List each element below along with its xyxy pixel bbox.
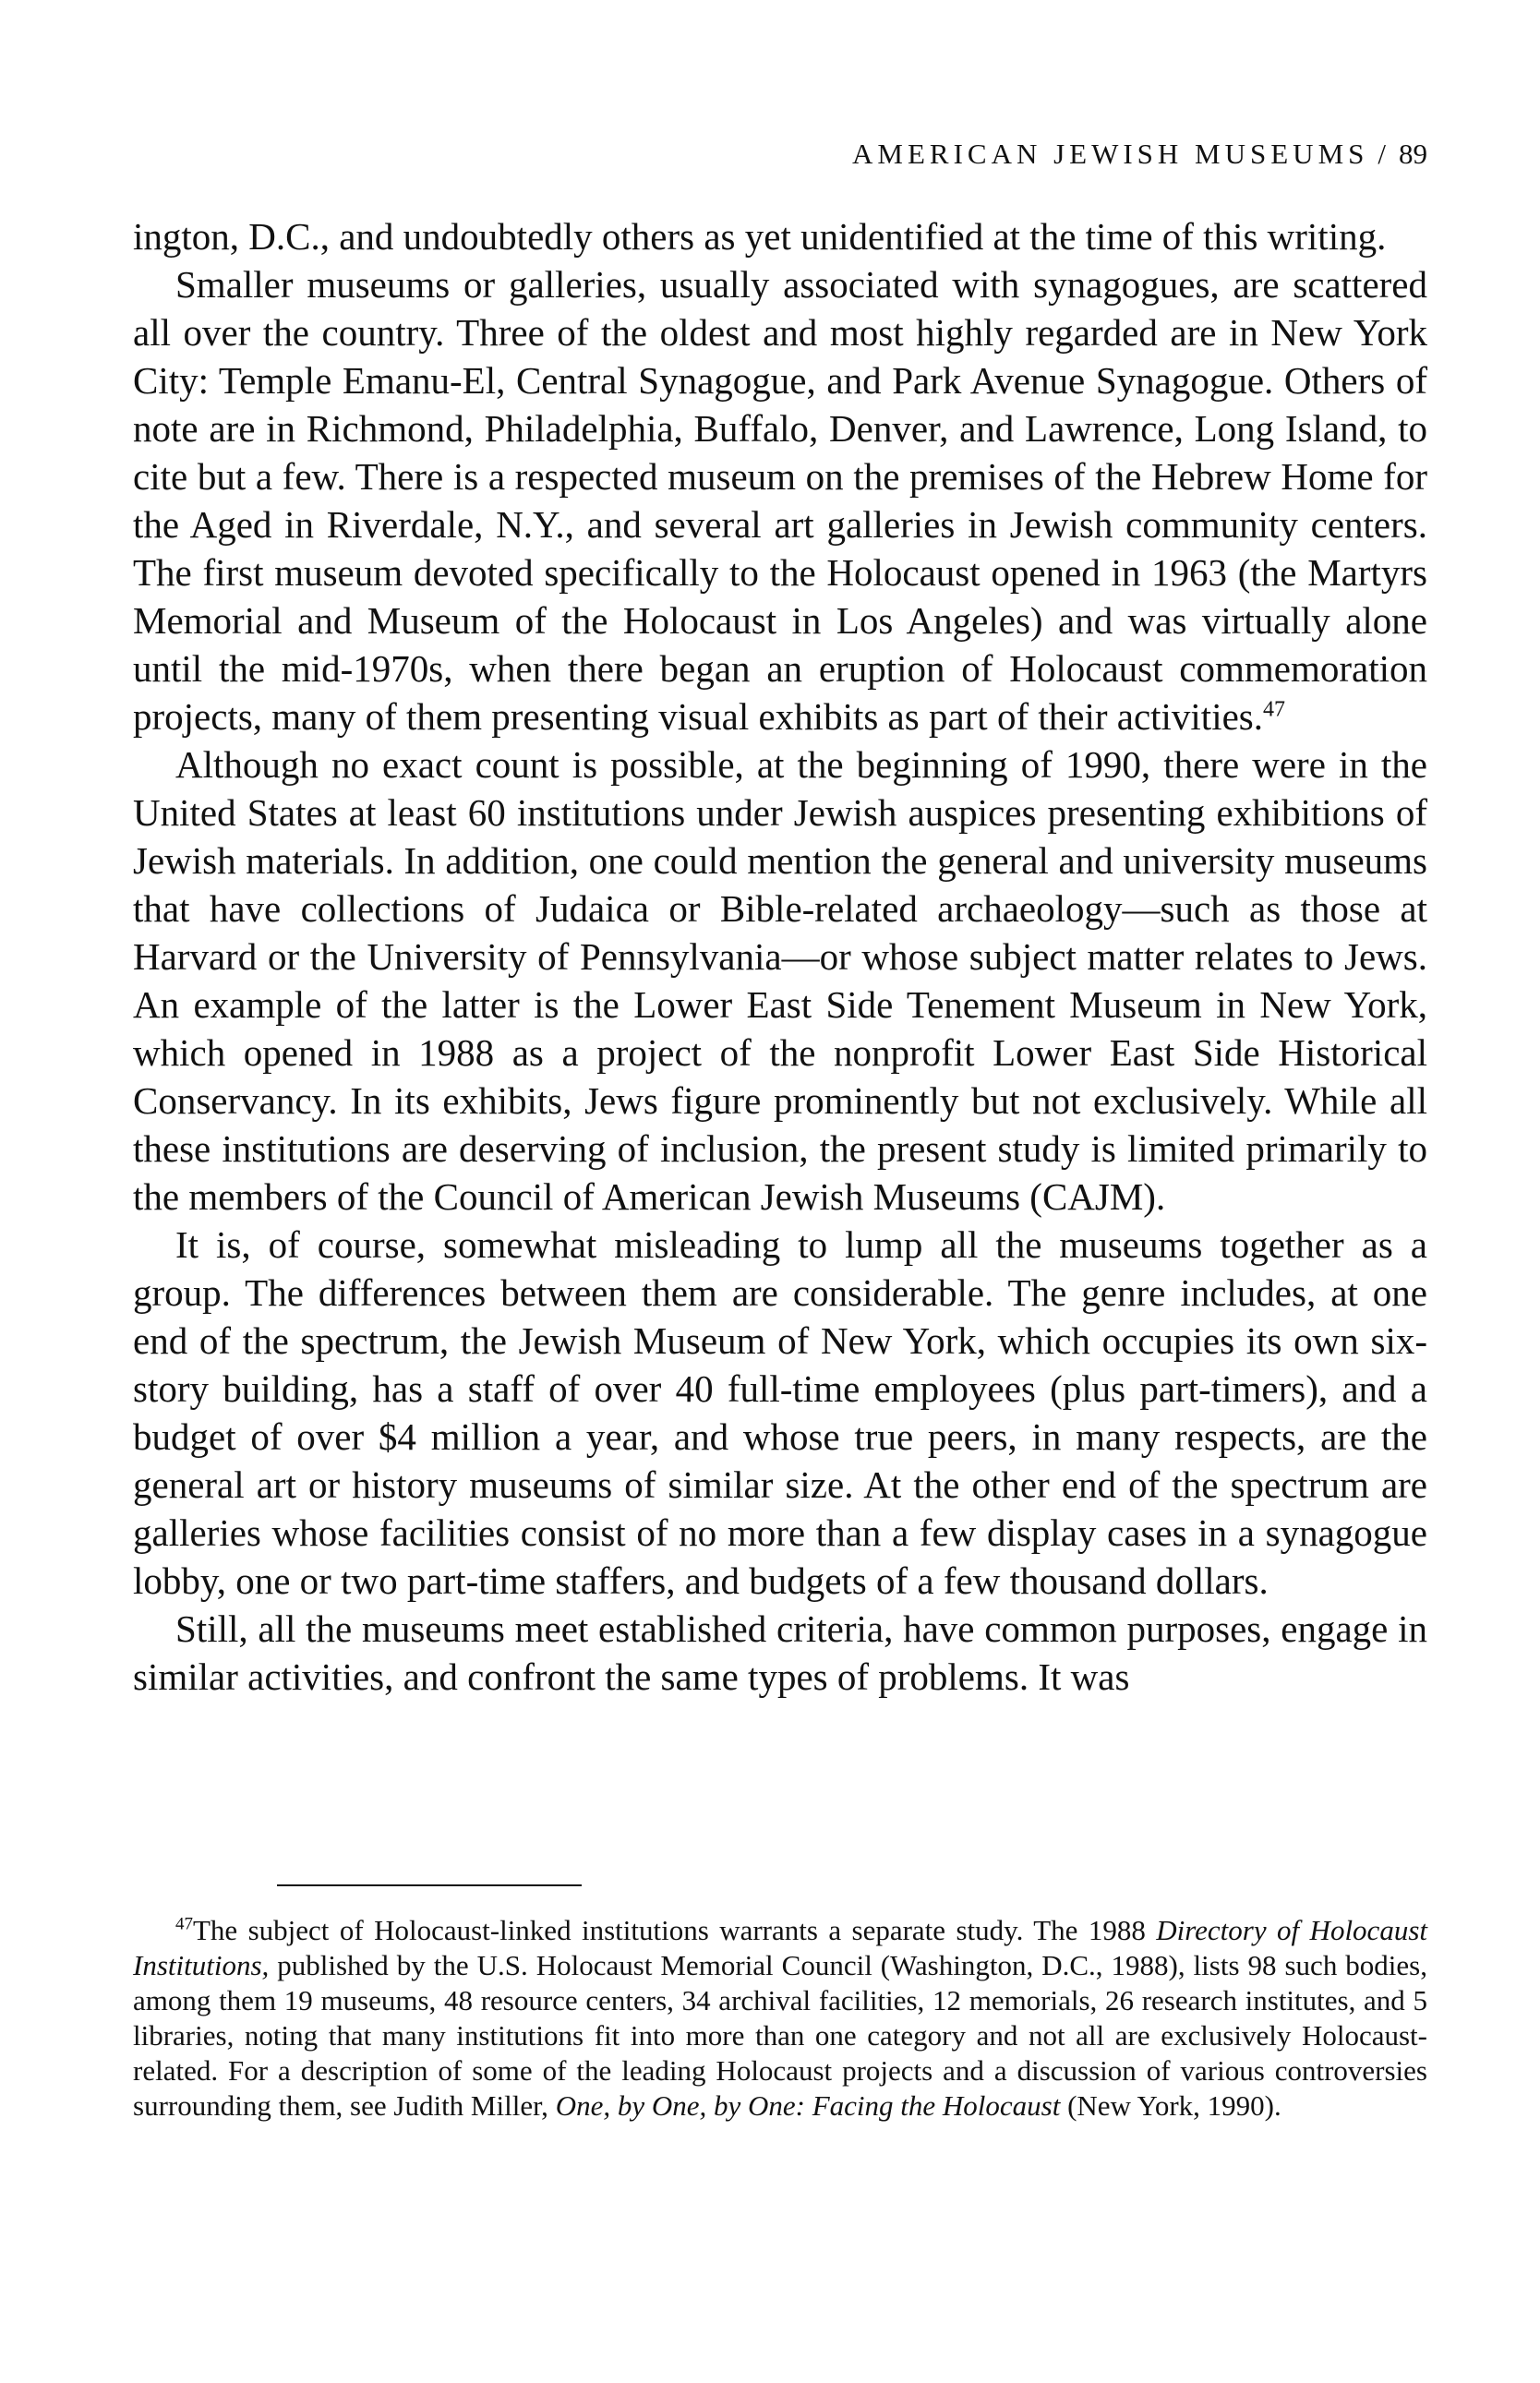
footnote [133,1913,1427,2124]
running-head [133,137,1427,172]
footnote-segment: published by the U.S. Holocaust Memorial Council (Washington, D.C., 1988), lists 98 such bodies, among them 19 museums, 48 resource centers, 34 archival facilities, 12 memorials, 26 research institutes, and 5 libraries, noting that many institutions fit into more than one category and not all are exclusively Holocaust-related. For a description of some of the leading Holocaust projects and a discussion of various controversies surrounding them, see Judith Miller, [133,1949,1427,2122]
footnote-text [133,1913,1427,2124]
running-title: AMERICAN JEWISH MUSEUMS [852,138,1369,170]
paragraph-exact-count: Although no exact count is possible, at the beginning of 1990, there were in the United States at least 60 institutions under Jewish auspices presenting exhibitions of Jewish materials. In addition, one could mention the general and university museums that have collections of Judaica or Bible-related archaeology—such as those at Harvard or the University of Pennsylvania—or whose subject matter relates to Jews. An example of the latter is the Lower East Side Tenement Museum in New York, which opened in 1988 as a project of the nonprofit Lower East Side Historical Conservancy. In its exhibits, Jews figure prominently but not exclusively. While all these institutions are deserving of inclusion, the present study is limited primarily to the members of the Council of American Jewish Museums (CAJM). [133,743,1427,1218]
footnote-segment: (New York, 1990). [1060,2089,1281,2122]
footnote-title-book: One, by One, by One: Facing the Holocaust [555,2089,1061,2122]
footnote-reference: 47 [1263,697,1285,722]
paragraph-smaller-museums [133,260,1427,740]
footnote-number: 47 [175,1914,193,1934]
footnote-segment: The subject of Holocaust-linked institutions warrants a separate study. The 1988 [193,1914,1157,1946]
footnote-divider [277,1884,582,1886]
paragraph-text: Smaller museums or galleries, usually associated with synagogues, are scattered all over the country. Three of the oldest and most highly regarded are in New York City: Temple Emanu-El, Central Synagogue, and Park Avenue Synagogue. Others of note are in Richmond, Philadelphia, Buffalo, Denver, and Lawrence, Long Island, to cite but a few. There is a respected museum on the premises of the Hebrew Home for the Aged in Riverdale, N.Y., and several art galleries in Jewish community centers. The first museum devoted specifically to the Holocaust opened in 1963 (the Martyrs Memorial and Museum of the Holocaust in Los Angeles) and was virtually alone until the mid-1970s, when there began an eruption of Holocaust commemoration projects, many of them presenting visual exhibits as part of their activities. [133,263,1427,738]
paragraph-common-criteria: Still, all the museums meet established criteria, have common purposes, engage in similar activities, and confront the same types of problems. It was [133,1607,1427,1698]
body-text [133,212,1427,1701]
footnote-title-directory: Directory of Holocaust Institutions, [133,1914,1427,1981]
running-head-separator: / [1378,138,1386,170]
paragraph-differences: It is, of course, somewhat misleading to lump all the museums together as a group. The differences between them are considerable. The genre includes, at one end of the spectrum, the Jewish Museum of New York, which occupies its own six-story building, has a staff of over 40 full-time employees (plus part-timers), and a budget of over $4 million a year, and whose true peers, in many respects, are the general art or history museums of similar size. At the other end of the spectrum are galleries whose facilities consist of no more than a few display cases in a synagogue lobby, one or two part-time staffers, and budgets of a few thousand dollars. [133,1223,1427,1602]
paragraph-continued: ington, D.C., and undoubtedly others as yet unidentified at the time of this writing. [133,215,1387,258]
page-number: 89 [1399,138,1427,170]
